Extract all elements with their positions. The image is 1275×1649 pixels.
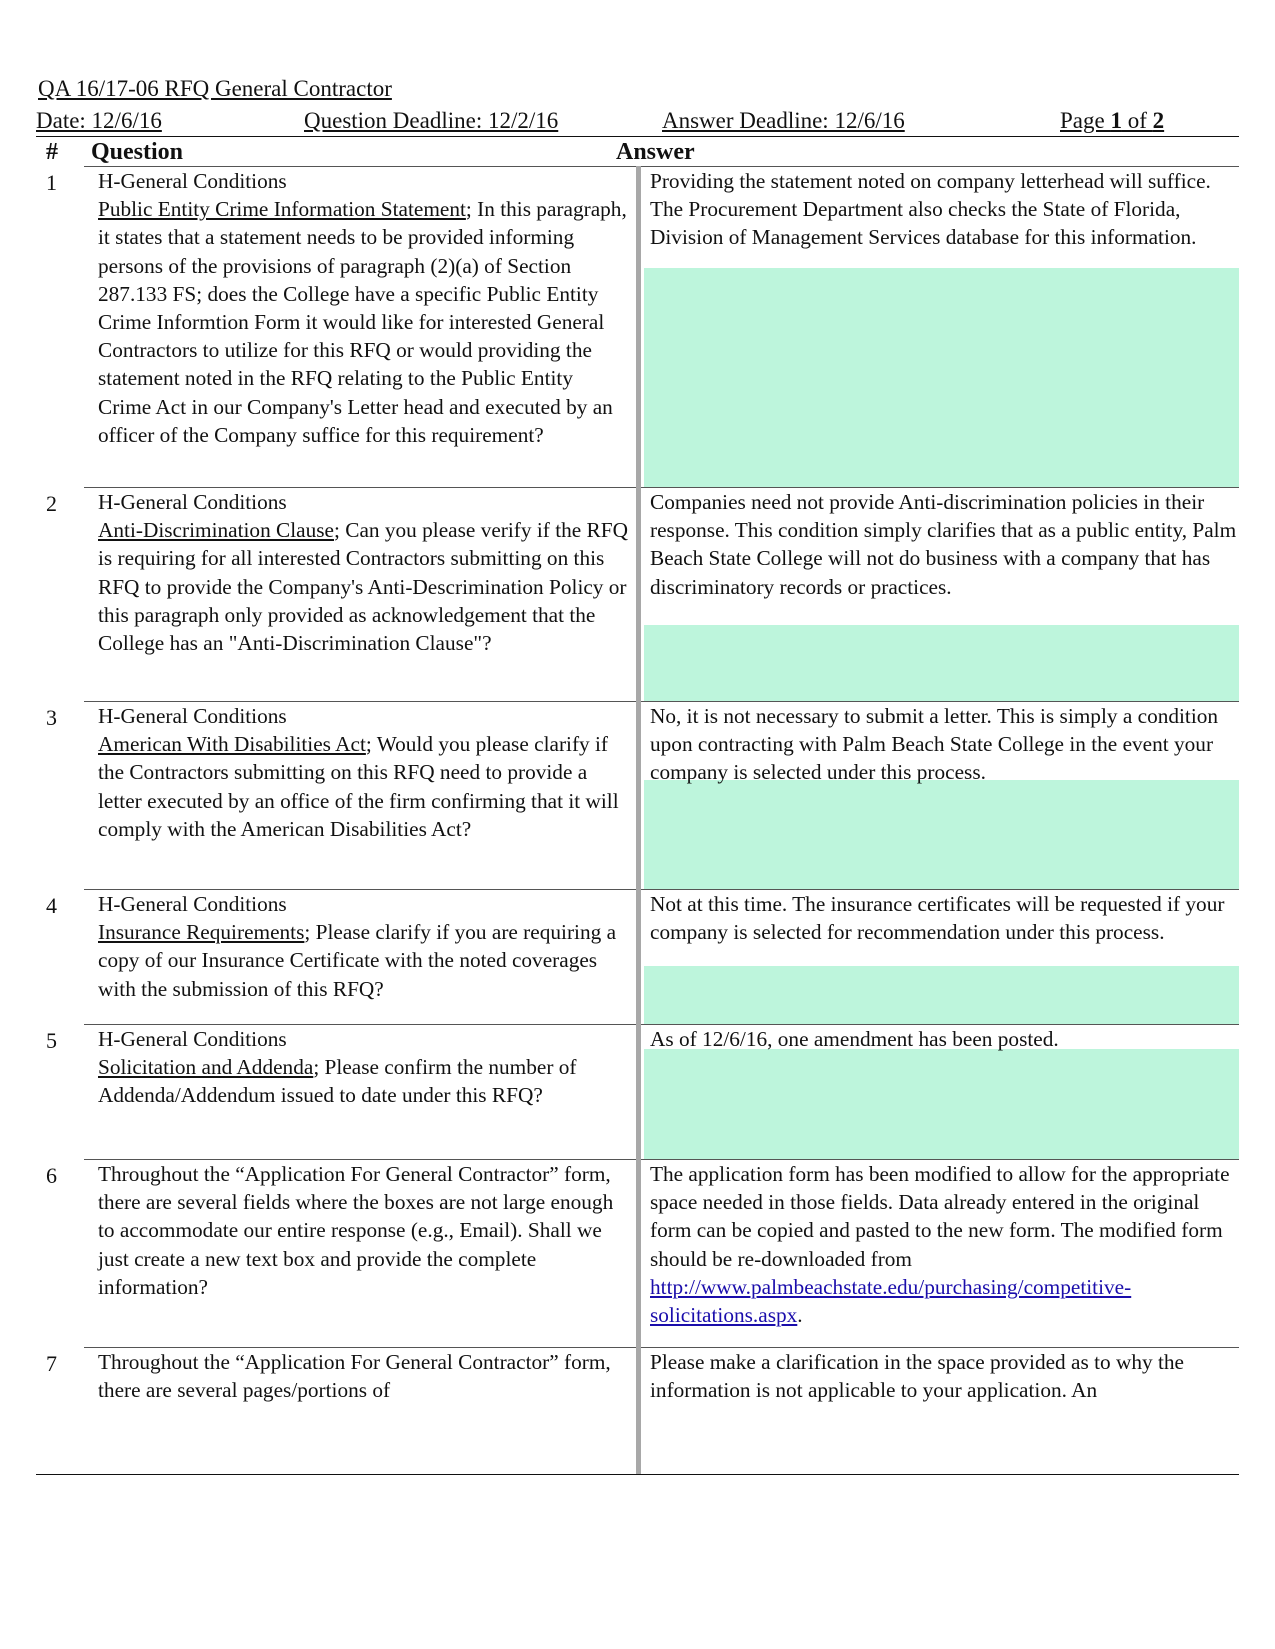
- question-topic: Public Entity Crime Information Statement: [98, 197, 466, 222]
- qa-row-7: [0, 1347, 1275, 1474]
- question-topic: American With Disabilities Act: [98, 732, 366, 757]
- question-topic: Anti-Discrimination Clause: [98, 518, 335, 543]
- answer-highlight: [644, 966, 1239, 1024]
- qa-row-4: [0, 889, 1275, 1024]
- row-number: 3: [46, 705, 57, 730]
- answer-highlight: [644, 780, 1239, 889]
- row-number: 5: [46, 1028, 57, 1053]
- answer-highlight: [644, 625, 1239, 701]
- table-bottom-rule: [36, 1474, 1239, 1475]
- answer-highlight: [644, 268, 1239, 487]
- question-text: [98, 488, 628, 657]
- column-header-question: Question: [91, 139, 184, 165]
- download-link[interactable]: http://www.palmbeachstate.edu/purchasing/competitive-solicitations.aspx: [650, 1274, 1132, 1328]
- date-label: Date: 12/6/16: [36, 108, 162, 133]
- qa-row-6: [0, 1159, 1275, 1347]
- row-number: 6: [46, 1163, 57, 1188]
- page-number: [1060, 108, 1164, 134]
- header-underline: [36, 136, 1239, 137]
- answer-body: The application form has been modified to allow for the appropriate space needed in those fields. Data already entered in the original form can be copied and pasted to the new form. The modified form should be re-downloaded from: [650, 1162, 1230, 1271]
- question-section: H-General Conditions: [98, 490, 287, 514]
- question-topic: Solicitation and Addenda: [98, 1055, 314, 1080]
- question-text: Throughout the “Application For General Contractor” form, there are several fields where the boxes are not large enough to accommodate our entire response (e.g., Email). Shall we just create a new text box and provide the complete information?: [98, 1162, 614, 1299]
- answer-text: As of 12/6/16, one amendment has been posted.: [650, 1027, 1059, 1051]
- document-title: QA 16/17-06 RFQ General Contractor: [38, 76, 392, 101]
- question-section: H-General Conditions: [98, 169, 287, 193]
- column-divider: [636, 1347, 641, 1474]
- answer-text: Providing the statement noted on company letterhead will suffice. The Procurement Department also checks the State of Florida, Division of Management Services database for this information.: [650, 169, 1211, 250]
- column-header-answer: Answer: [616, 139, 695, 165]
- question-text: [98, 702, 628, 843]
- question-body: ; Would you please clarify if the Contractors submitting on this RFQ need to provide a letter executed by an office of the firm confirming that it will comply with the American Disabilities Act?: [98, 732, 619, 841]
- question-text: [98, 1025, 628, 1110]
- column-divider: [636, 1159, 641, 1347]
- question-body: ; Can you please verify if the RFQ is requiring for all interested Contractors submitting on this RFQ to provide the Company's Anti-Descrimination Policy or this paragraph only provided as acknowledgement that the College has an "Anti-Discrimination Clause"?: [98, 518, 628, 656]
- question-text: [98, 890, 628, 1003]
- question-body: ; In this paragraph, it states that a statement needs to be provided informing persons of the provisions of paragraph (2)(a) of Section 287.133 FS; does the College have a specific Public Entity Crime Informtion Form it would like for interested General Contractors to utilize for this RFQ or would providing the statement noted in the RFQ relating to the Public Entity Crime Act in our Company's Letter head and executed by an officer of the Company suffice for this requirement?: [98, 197, 627, 447]
- answer-text: Companies need not provide Anti-discrimination policies in their response. This condition simply clarifies that as a public entity, Palm Beach State College will not do business with a company that has discriminatory records or practices.: [650, 490, 1237, 599]
- row-number: 2: [46, 491, 57, 516]
- answer-end: .: [797, 1303, 803, 1328]
- answer-text: Please make a clarification in the space provided as to why the information is not applicable to your application. An: [650, 1350, 1185, 1403]
- question-section: H-General Conditions: [98, 1027, 287, 1051]
- column-header-num: #: [46, 139, 58, 165]
- row-number: 1: [46, 170, 57, 195]
- page-total: 2: [1152, 108, 1165, 133]
- question-deadline: Question Deadline: 12/2/16: [304, 108, 559, 133]
- answer-deadline: Answer Deadline: 12/6/16: [662, 108, 905, 133]
- question-body: ; Please confirm the number of Addenda/Addendum issued to date under this RFQ?: [98, 1055, 577, 1108]
- qa-row-5: [0, 1024, 1275, 1159]
- row-number: 7: [46, 1351, 57, 1376]
- column-divider: [636, 889, 641, 1024]
- question-text: Throughout the “Application For General Contractor” form, there are several pages/portions of: [98, 1350, 611, 1403]
- answer-text: [650, 1160, 1240, 1329]
- column-divider: [636, 166, 641, 487]
- answer-text: Not at this time. The insurance certificates will be requested if your company is selected for recommendation under this process.: [650, 892, 1225, 945]
- page-of: of: [1121, 108, 1153, 133]
- column-divider: [636, 1024, 641, 1159]
- answer-highlight: [644, 1049, 1239, 1159]
- column-divider: [636, 701, 641, 889]
- row-number: 4: [46, 893, 57, 918]
- question-text: [98, 167, 628, 449]
- question-topic: Insurance Requirements: [98, 920, 305, 945]
- question-section: H-General Conditions: [98, 704, 287, 728]
- qa-row-1: [0, 166, 1275, 487]
- qa-row-3: [0, 701, 1275, 889]
- answer-text: No, it is not necessary to submit a letter. This is simply a condition upon contracting with Palm Beach State College in the event your company is selected under this process.: [650, 704, 1219, 785]
- column-divider: [636, 487, 641, 701]
- page-prefix: Page: [1060, 108, 1111, 133]
- qa-row-2: [0, 487, 1275, 701]
- question-body: ; Please clarify if you are requiring a copy of our Insurance Certificate with the noted coverages with the submission of this RFQ?: [98, 920, 617, 1001]
- question-section: H-General Conditions: [98, 892, 287, 916]
- page-current: 1: [1110, 108, 1122, 133]
